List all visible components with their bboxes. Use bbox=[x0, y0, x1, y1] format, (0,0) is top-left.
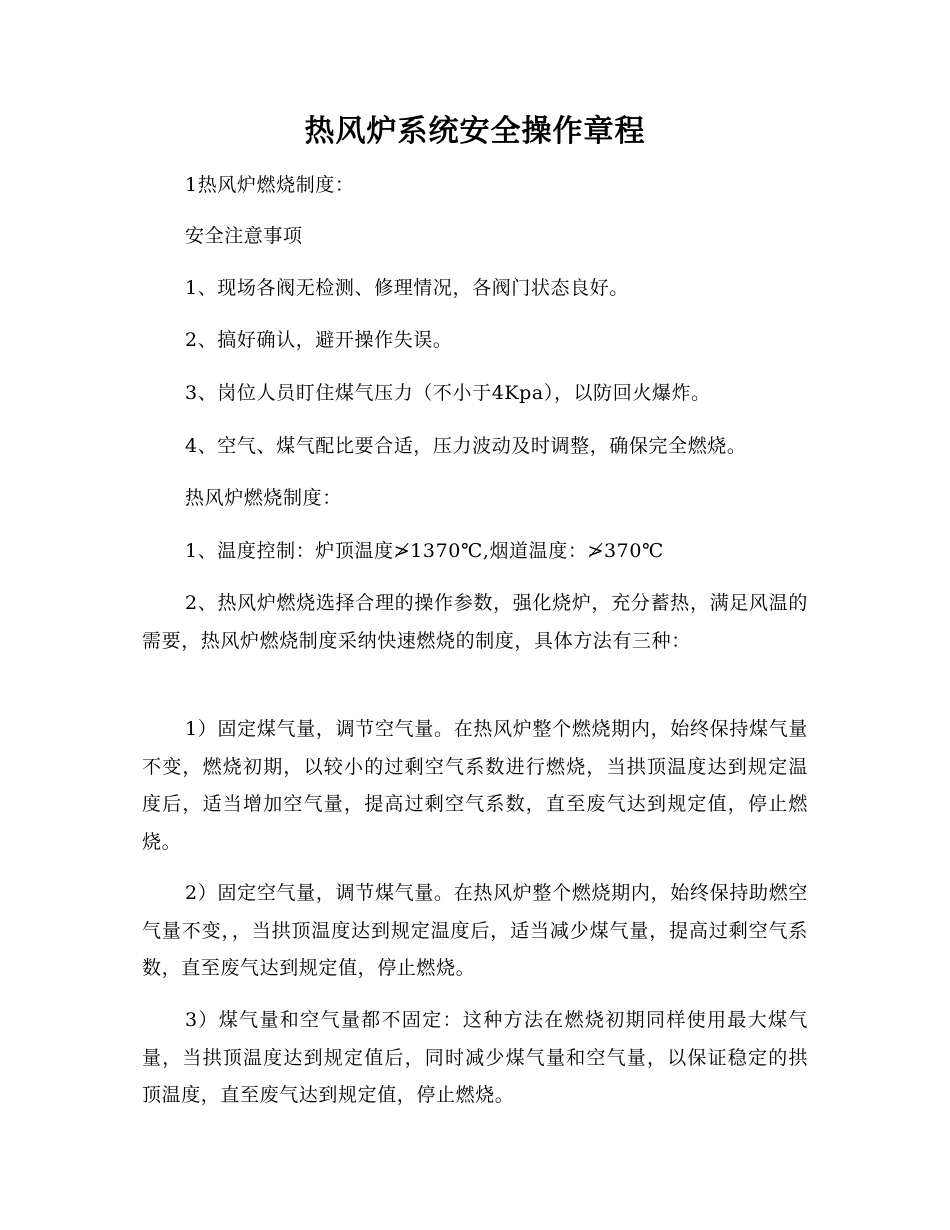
combustion-item-1: 1、温度控制：炉顶温度≯1370℃,烟道温度：≯370℃ bbox=[185, 540, 664, 562]
method-paragraph-2: 2）固定空气量，调节煤气量。在热风炉整个燃烧期内，始终保持助燃空气量不变，，当拱顶温度达到规定温度后，适当减少煤气量，提高过剩空气系数，直至废气达到规定值，停止燃烧。 bbox=[142, 882, 808, 979]
combustion-item-2: 2、热风炉燃烧选择合理的操作参数，强化烧炉，充分蓄热，满足风温的需要，热风炉燃烧制度采纳快速燃烧的制度，具体方法有三种： bbox=[142, 592, 808, 652]
section-heading: 1热风炉燃烧制度： bbox=[185, 174, 355, 196]
safety-item-4: 4、空气、煤气配比要合适，压力波动及时调整，确保完全燃烧。 bbox=[185, 435, 747, 457]
safety-heading: 安全注意事项 bbox=[185, 225, 303, 247]
combustion-heading: 热风炉燃烧制度： bbox=[185, 487, 342, 509]
safety-item-2: 2、搞好确认，避开操作失误。 bbox=[185, 329, 453, 351]
safety-item-3: 3、岗位人员盯住煤气压力（不小于4Kpa），以防回火爆炸。 bbox=[185, 382, 711, 404]
method-paragraph-3: 3）煤气量和空气量都不固定：这种方法在燃烧初期同样使用最大煤气量，当拱顶温度达到规定值后，同时减少煤气量和空气量，以保证稳定的拱顶温度，直至废气达到规定值，停止燃烧。 bbox=[142, 1009, 808, 1106]
document-title: 热风炉系统安全操作章程 bbox=[304, 114, 646, 149]
method-paragraph-1: 1）固定煤气量，调节空气量。在热风炉整个燃烧期内，始终保持煤气量不变，燃烧初期，以较小的过剩空气系数进行燃烧，当拱顶温度达到规定温度后，适当增加空气量，提高过剩空气系数，直至废气达到规定值，停止燃烧。 bbox=[142, 718, 808, 853]
safety-item-1: 1、现场各阀无检测、修理情况，各阀门状态良好。 bbox=[185, 277, 629, 299]
